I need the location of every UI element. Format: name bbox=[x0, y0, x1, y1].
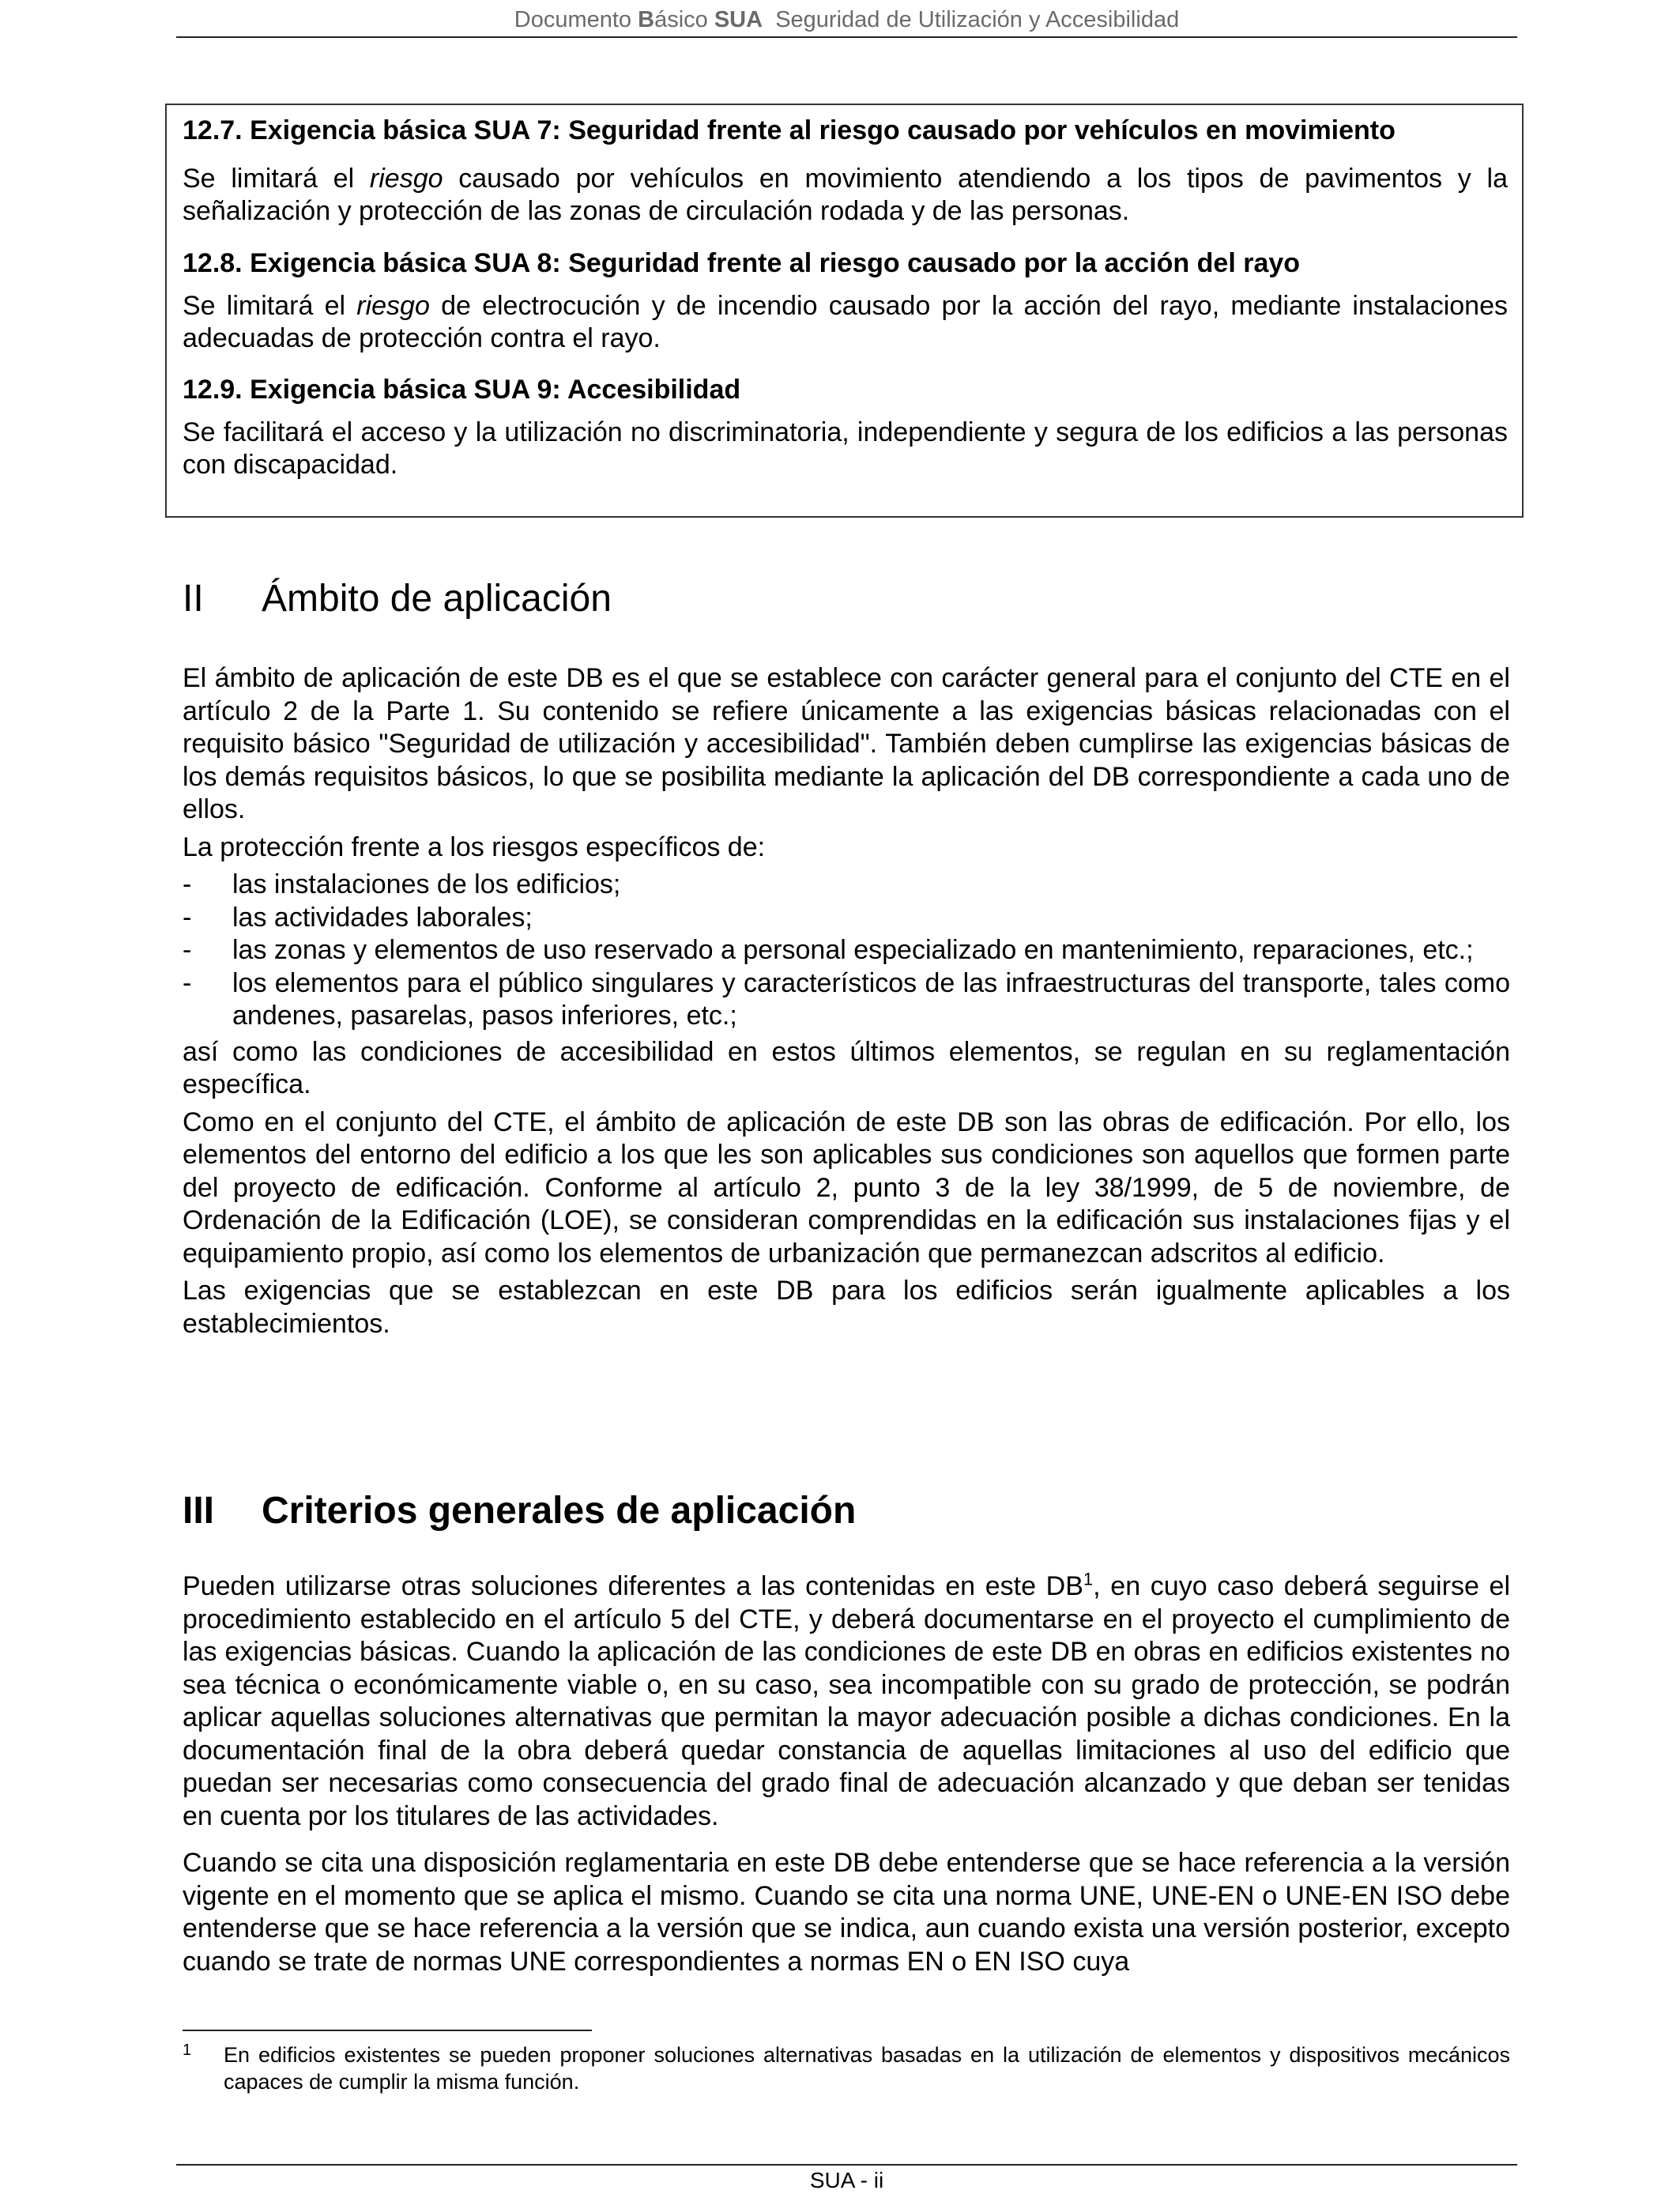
section-ii-heading: Ámbito de aplicación bbox=[262, 578, 612, 620]
section-ii-paragraph-2: La protección frente a los riesgos específicos de: bbox=[183, 831, 766, 862]
section-iii-number: III bbox=[183, 1490, 215, 1532]
header-title: Seguridad de Utilización y Accesibilidad bbox=[763, 7, 1180, 32]
section-ii-body bbox=[183, 662, 1510, 1340]
section-ii-paragraph-1: El ámbito de aplicación de este DB es el que se establece con carácter general para el conjunto del CTE en el artículo 2 de la Parte 1. Su contenido se refiere únicamente a las exigencias básicas relacionadas con el requisito básico "Seguridad de utilización y accesibilidad". También deben cumplirse las exigencias básicas de los demás requisitos básicos, lo que se posibilita mediante la aplicación del DB correspondiente a cada uno de ellos. bbox=[183, 663, 1510, 824]
section-ii-number: II bbox=[183, 578, 204, 620]
heading-12-7: 12.7. Exigencia básica SUA 7: Seguridad frente al riesgo causado por vehículos en movimiento bbox=[183, 115, 1396, 145]
heading-12-8: 12.8. Exigencia básica SUA 8: Seguridad frente al riesgo causado por la acción del rayo bbox=[183, 248, 1301, 278]
footnote-ref[interactable]: 1 bbox=[1083, 1569, 1094, 1589]
page-number: SUA - ii bbox=[809, 2168, 884, 2192]
list-item: - las actividades laborales; bbox=[183, 902, 533, 933]
footnote-number: 1 bbox=[183, 2041, 192, 2059]
section-ii-paragraph-4: Como en el conjunto del CTE, el ámbito de aplicación de este DB son las obras de edificación. Por ello, los elementos del entorno del edificio a los que les son aplicables sus condiciones son aquellos que formen parte del proyecto de edificación. Conforme al artículo 2, punto 3 de la ley 38/1999, de 5 de noviembre, de Ordenación de la Edificación (LOE), se consideran comprendidas en la edificación sus instalaciones fijas y el equipamiento propio, así como los elementos de urbanización que permanezcan adscritos al edificio. bbox=[183, 1106, 1510, 1269]
requirements-box bbox=[165, 104, 1524, 518]
section-ii-title bbox=[183, 577, 612, 621]
text-12-7: Se limitará el riesgo causado por vehículos en movimiento atendiendo a los tipos de pavimentos y la señalización y protección de las zonas de circulación rodada y de las personas. bbox=[183, 164, 1508, 226]
section-iii-paragraph-2: Cuando se cita una disposición reglamentaria en este DB debe entenderse que se hace referencia a la versión vigente en el momento que se aplica el mismo. Cuando se cita una norma UNE, UNE-EN o UNE-EN ISO debe entenderse que se hace referencia a la versión que se indica, aun cuando exista una versión posterior, excepto cuando se trate de normas UNE correspondientes a normas EN o EN ISO cuya bbox=[183, 1848, 1510, 1977]
heading-12-9: 12.9. Exigencia básica SUA 9: Accesibilidad bbox=[183, 375, 741, 405]
section-iii-body bbox=[183, 1570, 1510, 1978]
list-item: - los elementos para el público singulares y característicos de las infraestructuras del transporte, tales como andenes, pasarelas, pasos inferiores, etc.; bbox=[183, 967, 1510, 1031]
section-iii-title bbox=[183, 1489, 856, 1533]
page-header bbox=[176, 0, 1517, 38]
list-item: - las instalaciones de los edificios; bbox=[183, 869, 621, 899]
footnote-text: En edificios existentes se pueden proponer soluciones alternativas basadas en la utilización de elementos y dispositivos mecánicos capaces de cumplir la misma función. bbox=[224, 2043, 1510, 2094]
header-brand: Documento Básico SUA bbox=[514, 7, 763, 32]
footnote bbox=[183, 2041, 1510, 2095]
list-item: - las zonas y elementos de uso reservado a personal especializado en mantenimiento, reparaciones, etc.; bbox=[183, 935, 1474, 965]
section-iii-heading: Criterios generales de aplicación bbox=[262, 1490, 857, 1532]
text-12-8: Se limitará el riesgo de electrocución y de incendio causado por la acción del rayo, mediante instalaciones adecuadas de protección contra el rayo. bbox=[183, 291, 1508, 353]
section-ii-paragraph-3: así como las condiciones de accesibilidad en estos últimos elementos, se regulan en su reglamentación específica. bbox=[183, 1036, 1510, 1099]
risk-list bbox=[183, 869, 1510, 1033]
footnote-divider bbox=[183, 2030, 592, 2031]
section-iii-paragraph-1: Pueden utilizarse otras soluciones diferentes a las contenidas en este $DB^1$, en cuyo caso deberá seguirse el procedimiento establecido en el artículo 5 del CTE, y deberá documentarse en el proyecto el cumplimiento de las exigencias básicas. Cuando la aplicación de las condiciones de este DB en obras en edificios existentes no sea técnica o económicamente viable o, en su caso, sea incompatible con su grado de protección, se podrán aplicar aquellas soluciones alternativas que permitan la mayor adecuación posible a dichas condiciones. En la documentación final de la obra deberá quedar constancia de aquellas limitaciones al uso del edificio que puedan ser necesarias como consecuencia del grado final de adecuación alcanzado y que deban ser tenidas en cuenta por los titulares de las actividades. bbox=[183, 1569, 1510, 1831]
section-ii-paragraph-5: Las exigencias que se establezcan en este DB para los edificios serán igualmente aplicables a los establecimientos. bbox=[183, 1276, 1510, 1339]
text-12-9: Se facilitará el acceso y la utilización no discriminatoria, independiente y segura de los edificios a las personas con discapacidad. bbox=[183, 417, 1508, 480]
footer-divider bbox=[176, 2164, 1517, 2166]
